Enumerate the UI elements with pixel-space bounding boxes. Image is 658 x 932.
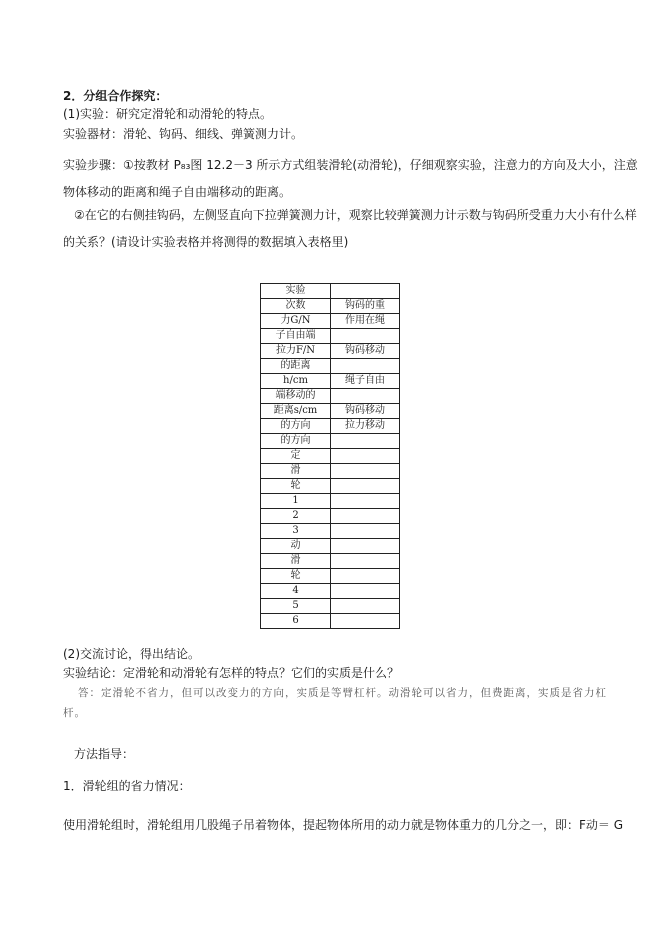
table-cell-value	[331, 329, 400, 344]
table-cell-label: 动	[261, 539, 331, 554]
table-cell-value: 作用在绳	[331, 314, 400, 329]
experiment-title: (1)实验：研究定滑轮和动滑轮的特点。	[63, 107, 272, 121]
experiment-step2-line-2: 的关系？(请设计实验表格并将测得的数据填入表格里)	[63, 235, 349, 249]
table-cell-value	[331, 389, 400, 404]
section-heading: 2．分组合作探究：	[63, 89, 168, 103]
table-row	[261, 299, 400, 314]
discussion-title: (2)交流讨论，得出结论。	[63, 647, 200, 661]
table-row	[261, 434, 400, 449]
table-row	[261, 524, 400, 539]
table-cell-label: 端移动的	[261, 389, 331, 404]
table-row	[261, 584, 400, 599]
table-row	[261, 344, 400, 359]
table-row	[261, 449, 400, 464]
table-row	[261, 554, 400, 569]
table-cell-label: 次数	[261, 299, 331, 314]
table-cell-value: 钩码移动	[331, 404, 400, 419]
table-cell-value	[331, 614, 400, 629]
table-cell-value	[331, 359, 400, 374]
table-row	[261, 389, 400, 404]
table-cell-label: 5	[261, 599, 331, 614]
table-cell-label: 滑	[261, 464, 331, 479]
table-row	[261, 569, 400, 584]
table-cell-value	[331, 539, 400, 554]
table-cell-label: 子自由端	[261, 329, 331, 344]
table-cell-value	[331, 464, 400, 479]
table-row	[261, 539, 400, 554]
table-cell-value	[331, 509, 400, 524]
table-cell-value	[331, 599, 400, 614]
table-cell-value	[331, 479, 400, 494]
table-cell-label: 轮	[261, 569, 331, 584]
conclusion-answer-line-1: 答：定滑轮不省力，但可以改变力的方向，实质是等臂杠杆。动滑轮可以省力，但费距离，实质是省力杠	[78, 687, 607, 699]
table-cell-label: 6	[261, 614, 331, 629]
table-cell-label: 轮	[261, 479, 331, 494]
experiment-table	[260, 283, 400, 629]
table-row	[261, 314, 400, 329]
table-cell-label: 定	[261, 449, 331, 464]
table-cell-label: 的距离	[261, 359, 331, 374]
table-row	[261, 359, 400, 374]
method-text: 使用滑轮组时，滑轮组用几股绳子吊着物体，提起物体所用的动力就是物体重力的几分之一，即：F动＝ G	[63, 818, 624, 832]
table-cell-value	[331, 494, 400, 509]
table-row	[261, 404, 400, 419]
conclusion-question: 实验结论：定滑轮和动滑轮有怎样的特点？它们的实质是什么？	[63, 666, 400, 680]
table-cell-label: 力G/N	[261, 314, 331, 329]
table-cell-value	[331, 569, 400, 584]
table-cell-value	[331, 524, 400, 539]
table-cell-label: 2	[261, 509, 331, 524]
table-row	[261, 614, 400, 629]
table-cell-label: 滑	[261, 554, 331, 569]
table-cell-value	[331, 584, 400, 599]
table-row	[261, 329, 400, 344]
method-point-1: 1．滑轮组的省力情况：	[63, 779, 191, 793]
table-cell-label: h/cm	[261, 374, 331, 389]
table-row	[261, 509, 400, 524]
table-cell-value	[331, 284, 400, 299]
table-cell-value	[331, 434, 400, 449]
table-row	[261, 284, 400, 299]
table-cell-value: 钩码移动	[331, 344, 400, 359]
table-cell-value: 拉力移动	[331, 419, 400, 434]
table-row	[261, 494, 400, 509]
table-cell-label: 3	[261, 524, 331, 539]
table-cell-label: 拉力F/N	[261, 344, 331, 359]
conclusion-answer-line-2: 杆。	[63, 707, 86, 719]
table-row	[261, 464, 400, 479]
experiment-steps-line-1: 实验步骤：①按教材 P₈₃图 12.2－3 所示方式组装滑轮(动滑轮)，仔细观察实验，注意力的方向及大小，注意	[63, 158, 638, 172]
experiment-materials: 实验器材：滑轮、钩码、细线、弹簧测力计。	[63, 127, 304, 141]
table-cell-label: 4	[261, 584, 331, 599]
experiment-steps-line-2: 物体移动的距离和绳子自由端移动的距离。	[63, 185, 292, 199]
table-row	[261, 419, 400, 434]
table-cell-value	[331, 449, 400, 464]
table-cell-label: 距离s/cm	[261, 404, 331, 419]
table-row	[261, 479, 400, 494]
table-cell-label: 的方向	[261, 434, 331, 449]
experiment-step2-line-1: ②在它的右侧挂钩码，左侧竖直向下拉弹簧测力计，观察比较弹簧测力计示数与钩码所受重力大小有什么样	[74, 208, 637, 222]
table-row	[261, 599, 400, 614]
table-cell-value	[331, 554, 400, 569]
table-row	[261, 374, 400, 389]
table-cell-label: 1	[261, 494, 331, 509]
table-cell-label: 实验	[261, 284, 331, 299]
table-cell-value: 绳子自由	[331, 374, 400, 389]
table-cell-value: 钩码的重	[331, 299, 400, 314]
table-cell-label: 的方向	[261, 419, 331, 434]
method-heading: 方法指导：	[74, 747, 135, 761]
